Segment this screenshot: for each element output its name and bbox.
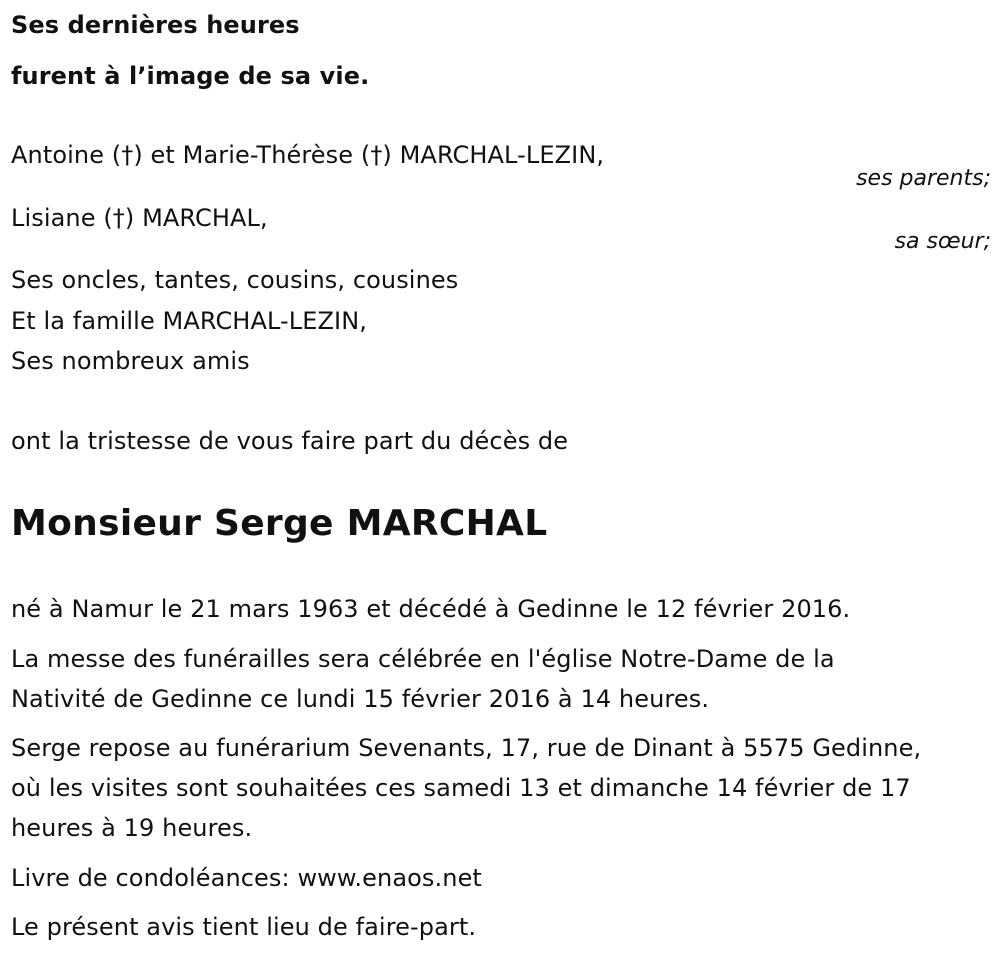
birth-death-line: né à Namur le 21 mars 1963 et décédé à Gedinne le 12 février 2016. xyxy=(11,595,851,623)
announcement: ont la tristesse de vous faire part du décès de xyxy=(11,427,569,455)
visit-line: où les visites sont souhaitées ces samedi 13 et dimanche 14 février de 17 xyxy=(11,774,911,802)
funeral-line: Nativité de Gedinne ce lundi 15 février 2016 à 14 heures. xyxy=(11,685,710,713)
epitaph-line-1: Ses dernières heures xyxy=(11,11,300,39)
epitaph-line-2: furent à l’image de sa vie. xyxy=(11,62,370,90)
relatives-line: Ses nombreux amis xyxy=(11,347,250,375)
relatives-line: Et la famille MARCHAL-LEZIN, xyxy=(11,307,368,335)
sister-name: Lisiane (†) MARCHAL, xyxy=(11,204,268,232)
funeral-line: La messe des funérailles sera célébrée en l'église Notre-Dame de la xyxy=(11,645,835,673)
deceased-name: Monsieur Serge MARCHAL xyxy=(11,503,548,544)
parents-role: ses parents; xyxy=(856,166,991,191)
visit-line: Serge repose au funérarium Sevenants, 17, rue de Dinant à 5575 Gedinne, xyxy=(11,734,922,762)
sister-role: sa sœur; xyxy=(894,229,991,254)
condolences-line: Livre de condoléances: www.enaos.net xyxy=(11,864,482,892)
notice-line: Le présent avis tient lieu de faire-part. xyxy=(11,913,477,941)
visit-line: heures à 19 heures. xyxy=(11,814,253,842)
parents-names: Antoine (†) et Marie-Thérèse (†) MARCHAL-LEZIN, xyxy=(11,141,605,169)
relatives-line: Ses oncles, tantes, cousins, cousines xyxy=(11,266,459,294)
